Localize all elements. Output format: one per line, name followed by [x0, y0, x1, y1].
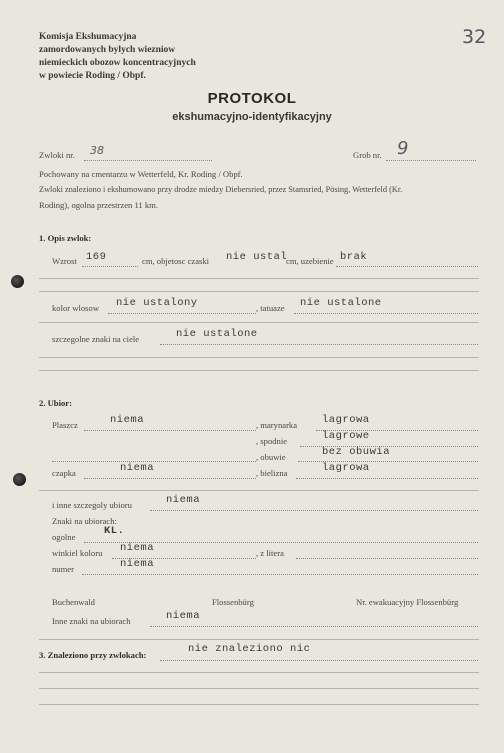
inne-label: i inne szczegoly ubioru [52, 500, 132, 510]
czapka-label: czapka [52, 468, 76, 478]
header-line-2: zamordowanych bylych wiezniow [39, 45, 176, 55]
section-3-heading: 3. Znaleziono przy zwlokach: [39, 650, 147, 660]
uzebienie-value: brak [340, 251, 368, 263]
found-text-line-2: Roding), ogolna przestrzen 11 km. [39, 200, 159, 210]
zwloki-label: Zwloki nr. [39, 150, 75, 160]
header-line-4: w powiecie Roding / Obpf. [39, 71, 146, 81]
tatuaze-label: , tatuaze [256, 303, 285, 313]
section-1-heading: 1. Opis zwlok: [39, 233, 92, 243]
cm2-label: cm, uzebienie [286, 256, 334, 266]
page-number: 32 [462, 26, 487, 48]
wzrost-label: Wzrost [52, 256, 77, 266]
punch-hole-top [11, 275, 24, 288]
znaki-ubior-label: Znaki na ubiorach: [52, 516, 117, 526]
kolor-value: nie ustalony [116, 297, 198, 309]
buried-text: Pochowany na cmentarzu w Wetterfeld, Kr. Roding / Obpf. [39, 169, 243, 179]
found-text-line-1: Zwloki znaleziono i ekshumowano przy drodze miedzy Diebersried, przez Stamsried, Pösing, Wetterfeld (Kr. [39, 185, 403, 194]
znaki-label: szczegolne znaki na ciele [52, 334, 140, 344]
ogolne-label: ogolne [52, 532, 76, 542]
tatuaze-value: nie ustalone [300, 297, 382, 309]
page-subtitle: ekshumacyjno-identyfikacyjny [172, 111, 332, 123]
header-line-3: niemieckich obozow koncentracyjnych [39, 58, 196, 68]
page-title: PROTOKOL [207, 90, 297, 107]
ogolne-value: KL. [104, 525, 125, 537]
punch-hole-bottom [13, 473, 26, 486]
marynarka-value: lagrowa [322, 414, 370, 426]
winkiel-label: winkiel koloru [52, 548, 103, 558]
spodnie-label: , spodnie [256, 436, 288, 446]
obuwie-label: , obuwie [256, 452, 286, 462]
inne-znaki-value: niema [166, 610, 201, 622]
litera-label: , z litera [256, 548, 284, 558]
grob-value: 9 [397, 138, 409, 159]
bielizna-label: , bielizna [256, 468, 288, 478]
numer-label: numer [52, 564, 74, 574]
czaska-value: nie ustal [226, 251, 288, 263]
wzrost-value: 169 [86, 251, 107, 263]
cm-label: cm, objetosc czaski [142, 256, 210, 266]
spodnie-value: lagrowe [322, 430, 370, 442]
plaszcz-label: Plaszcz [52, 420, 78, 430]
plaszcz-value: niema [110, 414, 145, 426]
section-3-value: nie znaleziono nic [188, 643, 311, 655]
section-2-heading: 2. Ubior: [39, 398, 72, 408]
kolor-label: kolor wlosow [52, 303, 100, 313]
numer-value: niema [120, 558, 155, 570]
grob-label: Grob nr. [353, 150, 382, 160]
header-line-1: Komisja Ekshumacyjna [39, 32, 137, 42]
flossenburg-label: Flossenbürg [212, 597, 254, 607]
marynarka-label: , marynarka [256, 420, 298, 430]
winkiel-value: niema [120, 542, 155, 554]
inne-value: niema [166, 494, 201, 506]
znaki-value: nie ustalone [176, 328, 258, 340]
inne-znaki-label: Inne znaki na ubiorach [52, 616, 131, 626]
obuwie-value: bez obuwia [322, 446, 391, 458]
buchenwald-label: Buchenwald [52, 597, 95, 607]
ewakuacyjny-label: Nr. ewakuacyjny Flossenbürg [356, 597, 459, 607]
czapka-value: niema [120, 462, 155, 474]
zwloki-value: 38 [90, 144, 104, 157]
bielizna-value: lagrowa [322, 462, 370, 474]
